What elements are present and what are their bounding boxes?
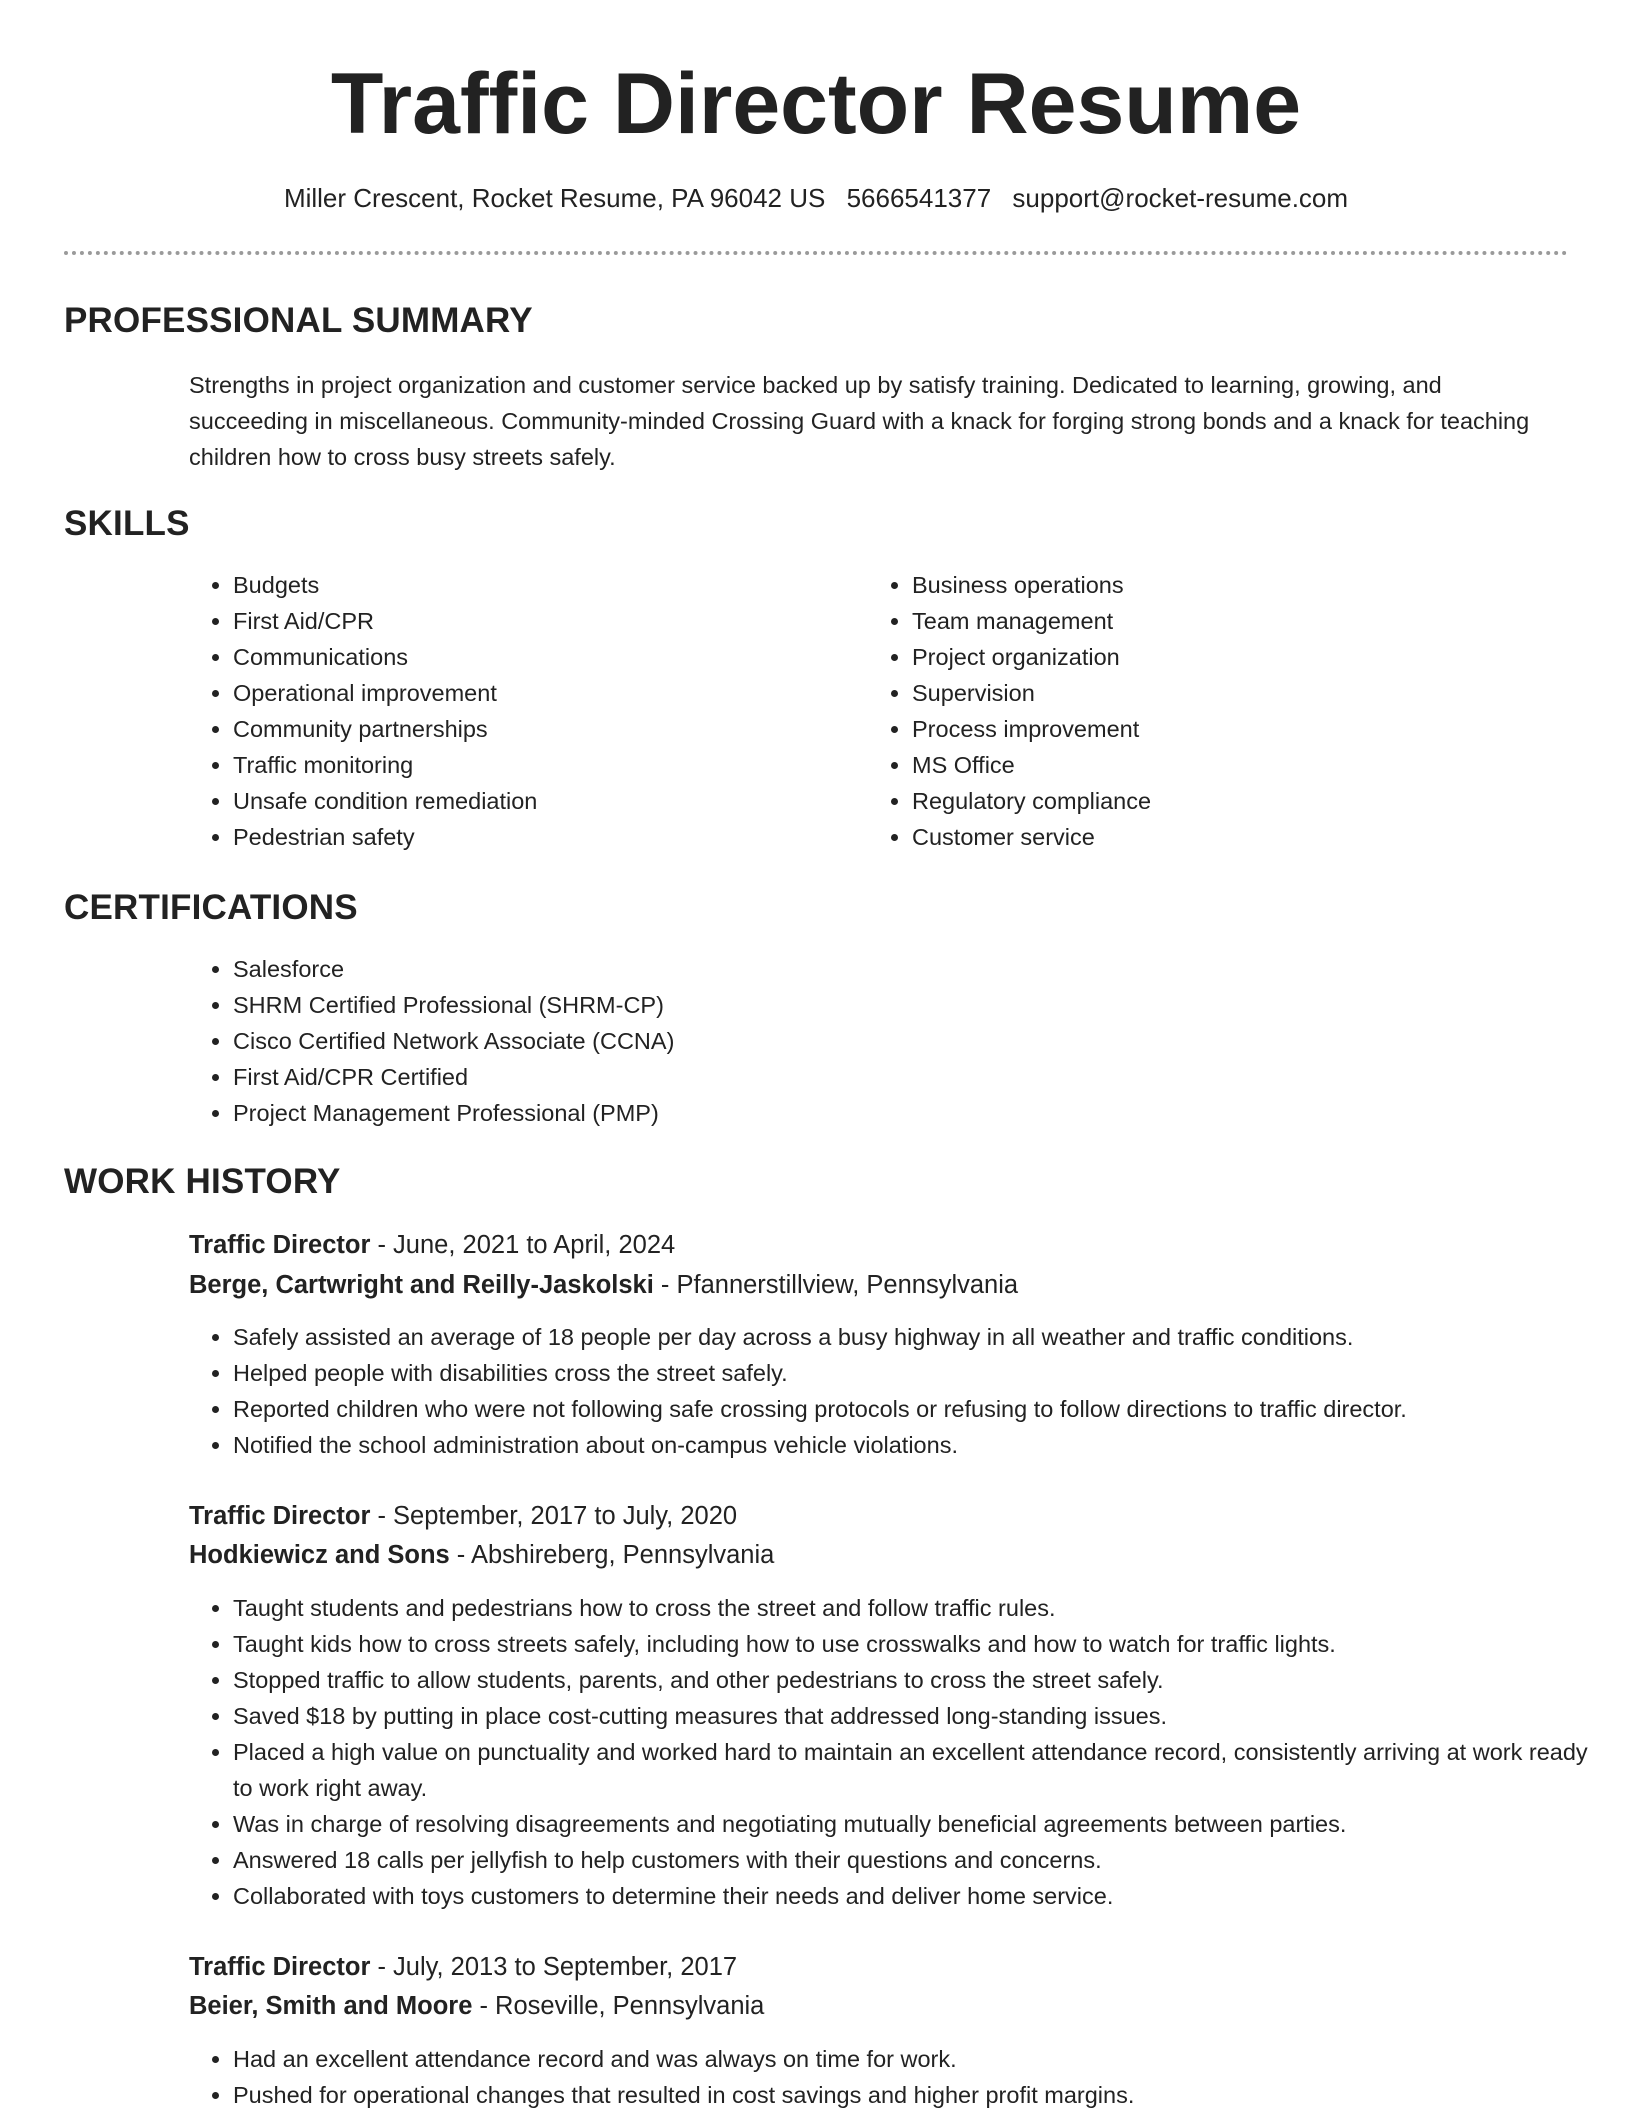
job-company: Hodkiewicz and Sons: [189, 1541, 450, 1569]
job-bullets: [189, 2041, 1613, 2113]
job-title-line: [189, 1227, 675, 1263]
job-bullet: • Answered 18 calls per jellyfish to help customers with their questions and concerns.: [233, 1842, 1613, 1878]
section-title-certifications: CERTIFICATIONS: [64, 888, 358, 927]
section-title-skills: SKILLS: [64, 504, 190, 543]
certification-item: • Cisco Certified Network Associate (CCNA): [233, 1023, 1533, 1059]
skill-item: • Supervision: [912, 675, 1552, 711]
contact-address: Miller Crescent, Rocket Resume, PA 96042 US: [283, 183, 826, 213]
job-bullet: • Taught kids how to cross streets safely, including how to use crosswalks and how to watch for traffic lights.: [233, 1626, 1613, 1662]
skill-item: • Unsafe condition remediation: [233, 783, 853, 819]
job-bullet: • Notified the school administration about on-campus vehicle violations.: [233, 1427, 1613, 1463]
job-bullet: • Saved $18 by putting in place cost-cutting measures that addressed long-standing issues.: [233, 1698, 1613, 1734]
job-title: Traffic Director: [189, 1502, 371, 1530]
skill-item: • MS Office: [912, 747, 1552, 783]
skill-item: • Communications: [233, 639, 853, 675]
job-company-line: [189, 1537, 774, 1573]
job-bullet: • Had an excellent attendance record and was always on time for work.: [233, 2041, 1613, 2077]
job-dates: - July, 2013 to September, 2017: [370, 1953, 738, 1981]
job-dates: - September, 2017 to July, 2020: [370, 1502, 738, 1530]
job-location: - Roseville, Pennsylvania: [472, 1992, 765, 2020]
job-company-line: [189, 1988, 764, 2024]
job-bullet: • Was in charge of resolving disagreements and negotiating mutually beneficial agreements between parties.: [233, 1806, 1613, 1842]
skills-list-right: [868, 567, 1552, 855]
skills-list-left: [189, 567, 853, 855]
certification-item: • Project Management Professional (PMP): [233, 1095, 1533, 1131]
job-bullet: • Safely assisted an average of 18 people per day across a busy highway in all weather and traffic conditions.: [233, 1319, 1613, 1355]
job-dates: - June, 2021 to April, 2024: [370, 1231, 676, 1259]
header-divider: [64, 251, 1568, 255]
job-title-line: [189, 1949, 737, 1985]
job-bullets: [189, 1590, 1613, 1914]
job-bullet: • Stopped traffic to allow students, parents, and other pedestrians to cross the street safely.: [233, 1662, 1613, 1698]
job-location: - Abshireberg, Pennsylvania: [449, 1541, 775, 1569]
job-company: Beier, Smith and Moore: [189, 1992, 473, 2020]
job-title: Traffic Director: [189, 1953, 371, 1981]
skill-item: • Regulatory compliance: [912, 783, 1552, 819]
skill-item: • Project organization: [912, 639, 1552, 675]
job-bullets: [189, 1319, 1613, 1463]
skill-item: • Team management: [912, 603, 1552, 639]
resume-title: Traffic Director Resume: [330, 56, 1302, 152]
certification-item: • SHRM Certified Professional (SHRM-CP): [233, 987, 1533, 1023]
section-title-summary: PROFESSIONAL SUMMARY: [64, 301, 533, 340]
skill-item: • Budgets: [233, 567, 853, 603]
job-bullet: • Taught students and pedestrians how to cross the street and follow traffic rules.: [233, 1590, 1613, 1626]
certifications-list: [189, 951, 1533, 1131]
job-location: - Pfannerstillview, Pennsylvania: [653, 1271, 1019, 1299]
skill-item: • Business operations: [912, 567, 1552, 603]
skill-item: • Operational improvement: [233, 675, 853, 711]
job-company: Berge, Cartwright and Reilly-Jaskolski: [189, 1271, 654, 1299]
job-company-line: [189, 1267, 1018, 1303]
skill-item: • Traffic monitoring: [233, 747, 853, 783]
skill-item: • Community partnerships: [233, 711, 853, 747]
skill-item: • Process improvement: [912, 711, 1552, 747]
skill-item: • Customer service: [912, 819, 1552, 855]
contact-email[interactable]: support@rocket-resume.com: [1012, 183, 1349, 213]
job-title-line: [189, 1498, 737, 1534]
job-bullet: • Pushed for operational changes that resulted in cost savings and higher profit margins.: [233, 2077, 1613, 2113]
skill-item: • Pedestrian safety: [233, 819, 853, 855]
certification-item: • Salesforce: [233, 951, 1533, 987]
contact-phone: 5666541377: [846, 183, 992, 213]
job-bullet: • Placed a high value on punctuality and worked hard to maintain an excellent attendance record, consistently arriving at work ready to work right away.: [233, 1734, 1613, 1806]
job-bullet: • Collaborated with toys customers to determine their needs and deliver home service.: [233, 1878, 1613, 1914]
section-title-work-history: WORK HISTORY: [64, 1162, 341, 1201]
job-title: Traffic Director: [189, 1231, 371, 1259]
job-bullet: • Helped people with disabilities cross the street safely.: [233, 1355, 1613, 1391]
certification-item: • First Aid/CPR Certified: [233, 1059, 1533, 1095]
job-bullet: • Reported children who were not following safe crossing protocols or refusing to follow directions to traffic director.: [233, 1391, 1613, 1427]
summary-text: Strengths in project organization and customer service backed up by satisfy training. Dedicated to learning, growing, and succeeding in miscellaneous. Community-minded Crossing Guard with a knack for forging strong bonds and a knack for teaching children how to cross busy streets safely.: [189, 372, 1530, 470]
skill-item: • First Aid/CPR: [233, 603, 853, 639]
contact-line: [0, 180, 1632, 216]
